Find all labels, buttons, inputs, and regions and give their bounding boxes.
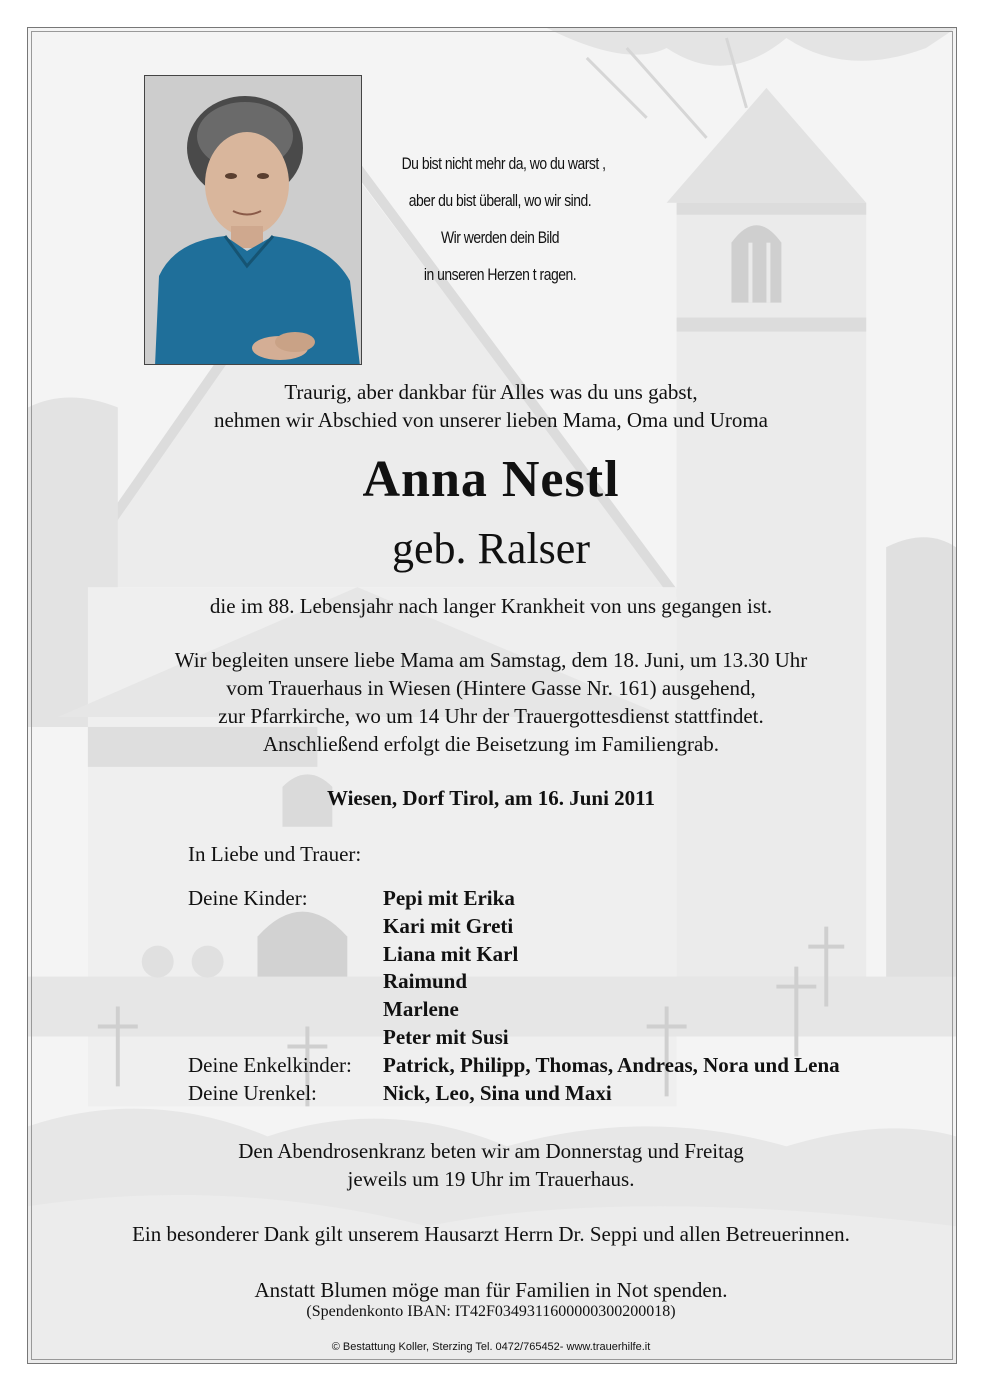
family-row [188,885,840,913]
age-line: die im 88. Lebensjahr nach langer Krankheit von uns gegangen ist. [209,594,773,618]
funeral-line-2: vom Trauerhaus in Wiesen (Hintere Gasse Nr. 161) ausgehend, [226,676,756,700]
donation-line-2: (Spendenkonto IBAN: IT42F0349311600000300200018) [306,1303,676,1320]
intro-line-1: Traurig, aber dankbar für Alles was du uns gabst, [284,380,698,404]
child-entry: Peter mit Susi [383,1024,509,1049]
place-and-date: Wiesen, Dorf Tirol, am 16. Juni 2011 [326,786,656,810]
child-entry: Liana mit Karl [383,941,519,966]
child-entry: Marlene [383,997,459,1022]
donation-line-1: Anstatt Blumen möge man für Familien in Not spenden. [254,1278,728,1302]
great-grandchildren-label: Deine Urenkel: [188,1080,317,1105]
family-row [188,1024,840,1052]
intro-text [0,378,982,434]
grandchildren-label: Deine Enkelkinder: [188,1052,352,1077]
quote-line: Du bist nicht mehr da, wo du warst , [401,154,606,173]
quote-line: Wir werden dein Bild [440,228,560,247]
family-row [188,1080,840,1108]
portrait-illustration [145,76,362,365]
family-list [188,885,840,1107]
funeral-line-1: Wir begleiten unsere liebe Mama am Samstag, dem 18. Juni, um 13.30 Uhr [174,648,808,672]
mourning-intro: In Liebe und Trauer: [188,842,362,866]
memorial-quote [401,145,606,293]
thanks-line: Ein besonderer Dank gilt unserem Hausarzt Herrn Dr. Seppi und allen Betreuerinnen. [132,1222,850,1246]
rosary-line-1: Den Abendrosenkranz beten wir am Donnerstag und Freitag [238,1139,744,1163]
child-entry: Raimund [383,969,468,994]
quote-line: in unseren Herzen t ragen. [423,265,577,284]
portrait-photo [144,75,362,365]
rosary-line-2: jeweils um 19 Uhr im Trauerhaus. [347,1167,635,1191]
intro-line-2: nehmen wir Abschied von unserer lieben Mama, Oma und Uroma [213,408,769,432]
family-row [188,941,840,969]
family-row [188,913,840,941]
funeral-line-4: Anschließend erfolgt die Beisetzung im Familiengrab. [262,732,720,756]
funeral-line-3: zur Pfarrkirche, wo um 14 Uhr der Trauergottesdienst stattfindet. [218,704,764,728]
footer-credit: © Bestattung Koller, Sterzing Tel. 0472/765452- www.trauerhilfe.it [331,1341,651,1353]
family-row [188,968,840,996]
family-row [188,1052,840,1080]
child-entry: Pepi mit Erika [383,886,515,910]
deceased-name: Anna Nestl [362,451,620,508]
children-label: Deine Kinder: [188,886,308,910]
grandchildren-names: Patrick, Philipp, Thomas, Andreas, Nora und Lena [383,1052,840,1077]
maiden-name: geb. Ralser [392,524,590,573]
quote-line: aber du bist überall, wo wir sind. [408,191,592,210]
great-grandchildren-names: Nick, Leo, Sina und Maxi [383,1080,612,1105]
family-row [188,996,840,1024]
child-entry: Kari mit Greti [383,913,514,938]
